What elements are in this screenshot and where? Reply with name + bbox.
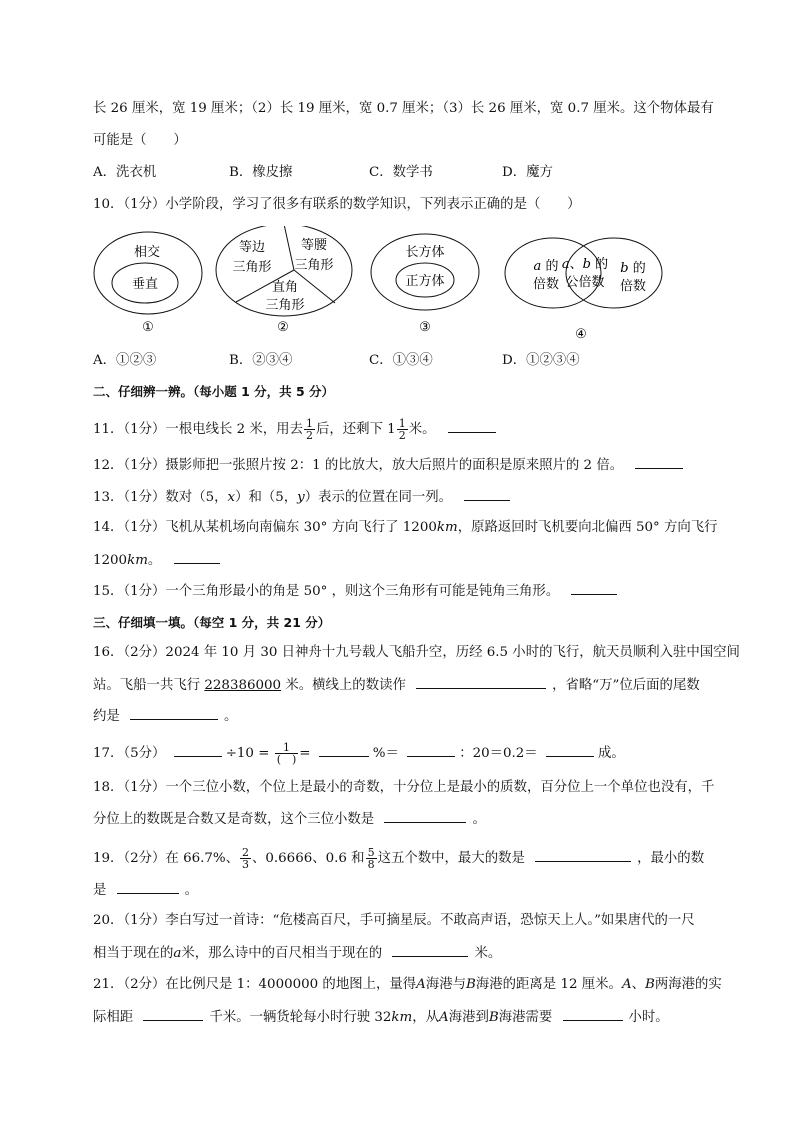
fig2-number: ② (277, 320, 289, 335)
fig4-right-var: b (620, 261, 629, 276)
fig4-left-b: 倍数 (532, 277, 560, 292)
q11-fraction-1: $\frac{1}{2}$ (305, 417, 313, 442)
q9-line2: 可能是（ ） (93, 133, 187, 148)
q15: 15．（1分）一个三角形最小的角是 50° ，则这个三角形有可能是钝角三角形。 (93, 582, 617, 601)
q16-line1: 16．（2分）2024 年 10 月 30 日神舟十九号载人飞船升空，历经 6.5 小时的飞行，航天员顺利入驻中国空间 (93, 645, 740, 660)
fig4-mid-var-a: a (561, 257, 570, 272)
q20-line1: 20．（1分）李白写过一首诗：“危楼高百尺，手可摘星辰。不敢高声语，恐惊天上人。”如果唐代的一尺 (93, 913, 695, 928)
q10-option-c[interactable]: C．①③④ (369, 353, 433, 368)
q19-line2: 是 。 (93, 883, 199, 898)
fig2-left-b: 三角形 (232, 260, 272, 275)
q15-answer-blank[interactable] (571, 582, 617, 595)
fig3-outer-label: 长方体 (405, 245, 445, 260)
section-3-heading: 三、仔细填一填。（每空 1 分，共 21 分） (93, 615, 331, 630)
q19-fraction-1: $\frac{2}{3}$ (242, 846, 249, 871)
q10-option-d[interactable]: D．①②③④ (502, 353, 580, 368)
q10-stem: 10．（1分）小学阶段，学习了很多有联系的数学知识，下列表示正确的是（ ） (93, 197, 581, 212)
figure-1-intersect-perpendicular (94, 232, 202, 335)
q18-line1: 18．（1分）一个三位小数，个位上是最小的奇数，十分位上是最小的质数，百分位上一个单位也没有，千 (93, 780, 715, 795)
q21-distance-blank[interactable] (143, 1008, 203, 1021)
fig2-right-a: 等腰 (300, 238, 328, 253)
q9-option-d[interactable]: D．魔方 (502, 165, 553, 180)
q17-blank-2[interactable] (319, 744, 369, 757)
q19-min-blank[interactable] (117, 881, 179, 894)
fig3-number: ③ (419, 320, 431, 335)
q18-answer-blank[interactable] (384, 810, 466, 823)
fig4-mid-a: 的 (590, 257, 609, 272)
fig3-inner-label: 正方体 (405, 274, 445, 289)
q13: 13．（1分）数对（5，x）和（5，y）表示的位置在同一列。 (93, 488, 510, 507)
q17-fraction: $\frac{1}{( )}$ (276, 741, 297, 766)
q20-answer-blank[interactable] (392, 944, 468, 957)
q9-option-a[interactable]: A．洗衣机 (93, 165, 157, 180)
q20-line2: 相当于现在的a米，那么诗中的百尺相当于现在的 米。 (93, 946, 502, 961)
q19-line1: 19．（2分）在 66.7%、 $\frac{2}{3}$ 、0.6666、0.6 和 $\frac{5}{8}$ 这五个数中，最大的数是 ，最小的数 (93, 846, 705, 871)
q16-line3: 约是 。 (93, 709, 238, 724)
figure-3-cuboid-cube (371, 234, 479, 335)
fig4-number: ④ (575, 327, 587, 342)
q17-blank-3[interactable] (407, 744, 455, 757)
q10-figures (0, 226, 794, 346)
q17-blank-1[interactable] (174, 744, 222, 757)
fig2-left-a: 等边 (238, 240, 266, 255)
q10-option-a[interactable]: A．①②③ (93, 353, 157, 368)
q19-fraction-2: $\frac{5}{8}$ (367, 846, 375, 871)
fig2-right-b: 三角形 (294, 258, 334, 273)
q16-reading-blank[interactable] (416, 676, 546, 689)
fig1-inner-label: 垂直 (131, 277, 159, 292)
q11-answer-blank[interactable] (448, 420, 496, 433)
q21-line1: 21．（2分）在比例尺是 1：4000000 的地图上，量得A海港与B海港的距离是 12 厘米。A、B两海港的实 (93, 977, 722, 992)
fig4-mid-b: 公倍数 (565, 275, 605, 290)
svg-text:b 的 (620, 261, 645, 276)
section-2-heading: 二、仔细辨一辨。（每小题 1 分，共 5 分） (93, 384, 335, 399)
q14-answer-blank[interactable] (174, 551, 220, 564)
q9-line1: 长 26 厘米，宽 19 厘米；（2）长 19 厘米，宽 0.7 厘米；（3）长 26 厘米，宽 0.7 厘米。这个物体最有 (93, 101, 714, 116)
q9-option-b[interactable]: B．橡皮擦 (229, 165, 293, 180)
q19-max-blank[interactable] (535, 849, 631, 862)
q14-line2: 1200km。 (93, 551, 220, 570)
figure-2-triangles (216, 226, 352, 335)
fig4-left-var: a (533, 259, 542, 274)
q13-answer-blank[interactable] (464, 488, 510, 501)
q17-blank-4[interactable] (546, 744, 594, 757)
q14-line1: 14．（1分）飞机从某机场向南偏东 30° 方向飞行了 1200km，原路返回时飞机要向北偏西 50° 方向飞行 (93, 520, 718, 535)
figure-4-venn-multiples (505, 238, 662, 342)
q16-line2: 站。飞船一共飞行 228386000 米。横线上的数读作 ，省略“万”位后面的尾数 (93, 678, 700, 693)
q11: 11．（1分）一根电线长 2 米，用去 $\frac{1}{2}$ 后，还剩下 1 $\frac{1}{2}$ 米。 (93, 418, 496, 441)
q16-approx-blank[interactable] (130, 707, 218, 720)
svg-text:a 的 (534, 259, 559, 274)
fig4-right-b: 倍数 (619, 279, 647, 294)
fig1-outer-label: 相交 (133, 245, 161, 260)
q21-time-blank[interactable] (563, 1008, 623, 1021)
svg-text:a、b 的 (562, 257, 608, 272)
q18-line2: 分位上的数既是合数又是奇数，这个三位小数是 。 (93, 812, 486, 827)
fig4-mid-sep: 、 (569, 257, 583, 272)
fig4-mid-var-b: b (582, 257, 591, 272)
fig4-left-a: 的 (541, 259, 559, 274)
q10-option-b[interactable]: B．②③④ (229, 353, 293, 368)
fig2-bottom-a: 直角 (271, 280, 299, 295)
fig4-right-a: 的 (628, 261, 646, 276)
q12-answer-blank[interactable] (635, 456, 683, 469)
q9-option-c[interactable]: C．数学书 (369, 165, 433, 180)
q17: 17．（5分） ÷10 = $\frac{1}{( )}$ = %＝ ：20＝0.2＝ 成。 (93, 741, 625, 766)
q11-fraction-2: $\frac{1}{2}$ (398, 417, 406, 442)
fig1-number: ① (142, 320, 154, 335)
fig2-bottom-b: 三角形 (265, 298, 305, 313)
q21-line2: 际相距 千米。一辆货轮每小时行驶 32km，从A海港到B海港需要 小时。 (93, 1010, 669, 1025)
q12: 12．（1分）摄影师把一张照片按 2：1 的比放大，放大后照片的面积是原来照片的 2 倍。 (93, 456, 683, 475)
